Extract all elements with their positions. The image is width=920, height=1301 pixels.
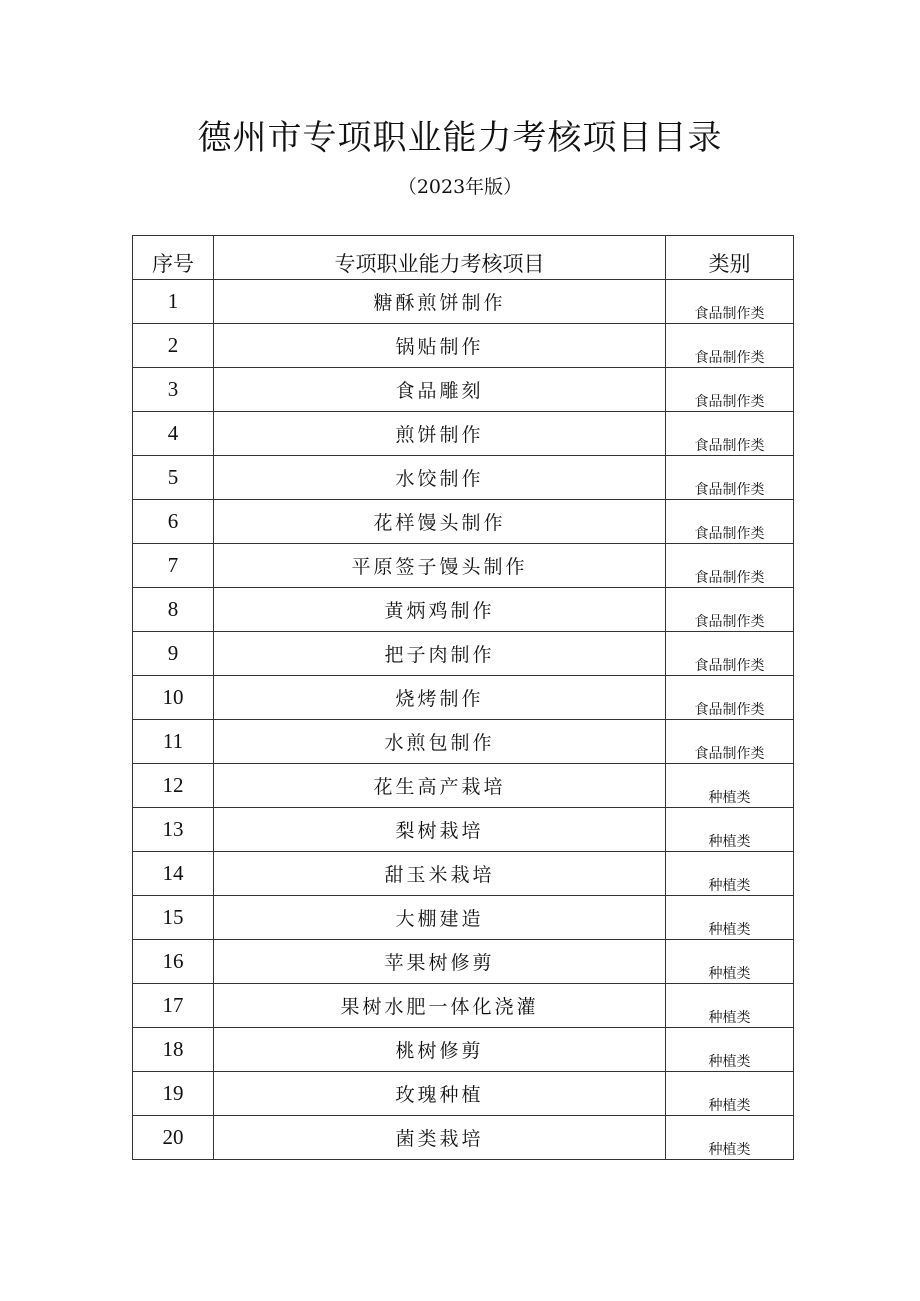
row-category: 食品制作类 bbox=[666, 544, 794, 588]
table-row bbox=[133, 940, 794, 984]
row-category: 种植类 bbox=[666, 808, 794, 852]
header-item: 专项职业能力考核项目 bbox=[214, 236, 666, 280]
row-seq: 16 bbox=[133, 940, 214, 984]
table-row bbox=[133, 632, 794, 676]
row-seq: 12 bbox=[133, 764, 214, 808]
table-row bbox=[133, 544, 794, 588]
row-item: 甜玉米栽培 bbox=[214, 852, 666, 896]
table-row bbox=[133, 412, 794, 456]
row-item: 玫瑰种植 bbox=[214, 1072, 666, 1116]
row-category: 食品制作类 bbox=[666, 368, 794, 412]
row-item: 黄炳鸡制作 bbox=[214, 588, 666, 632]
row-item: 大棚建造 bbox=[214, 896, 666, 940]
row-seq: 10 bbox=[133, 676, 214, 720]
page-title: 德州市专项职业能力考核项目目录 bbox=[197, 118, 723, 158]
table-row bbox=[133, 456, 794, 500]
row-seq: 19 bbox=[133, 1072, 214, 1116]
project-catalog-table bbox=[132, 235, 794, 1160]
row-category: 食品制作类 bbox=[666, 456, 794, 500]
table-row bbox=[133, 1116, 794, 1160]
row-item: 水饺制作 bbox=[214, 456, 666, 500]
row-seq: 4 bbox=[133, 412, 214, 456]
row-category: 种植类 bbox=[666, 852, 794, 896]
row-seq: 11 bbox=[133, 720, 214, 764]
row-category: 食品制作类 bbox=[666, 676, 794, 720]
row-category: 食品制作类 bbox=[666, 588, 794, 632]
row-item: 花样馒头制作 bbox=[214, 500, 666, 544]
row-seq: 17 bbox=[133, 984, 214, 1028]
row-seq: 15 bbox=[133, 896, 214, 940]
row-category: 种植类 bbox=[666, 1072, 794, 1116]
row-seq: 14 bbox=[133, 852, 214, 896]
row-item: 桃树修剪 bbox=[214, 1028, 666, 1072]
row-category: 种植类 bbox=[666, 764, 794, 808]
row-category: 种植类 bbox=[666, 1028, 794, 1072]
row-category: 食品制作类 bbox=[666, 412, 794, 456]
row-item: 锅贴制作 bbox=[214, 324, 666, 368]
row-seq: 1 bbox=[133, 280, 214, 324]
page-subtitle: （2023年版） bbox=[397, 176, 523, 198]
table-row bbox=[133, 1028, 794, 1072]
row-seq: 8 bbox=[133, 588, 214, 632]
row-seq: 6 bbox=[133, 500, 214, 544]
row-seq: 5 bbox=[133, 456, 214, 500]
header-seq: 序号 bbox=[133, 236, 214, 280]
table-row bbox=[133, 324, 794, 368]
table-row bbox=[133, 500, 794, 544]
table-row bbox=[133, 852, 794, 896]
row-item: 糖酥煎饼制作 bbox=[214, 280, 666, 324]
row-category: 种植类 bbox=[666, 896, 794, 940]
row-category: 食品制作类 bbox=[666, 720, 794, 764]
row-category: 食品制作类 bbox=[666, 632, 794, 676]
row-category: 食品制作类 bbox=[666, 280, 794, 324]
table-row bbox=[133, 1072, 794, 1116]
row-seq: 7 bbox=[133, 544, 214, 588]
table-row bbox=[133, 588, 794, 632]
row-seq: 20 bbox=[133, 1116, 214, 1160]
row-seq: 3 bbox=[133, 368, 214, 412]
table-row bbox=[133, 280, 794, 324]
row-item: 食品雕刻 bbox=[214, 368, 666, 412]
table-row bbox=[133, 368, 794, 412]
row-item: 烧烤制作 bbox=[214, 676, 666, 720]
row-category: 食品制作类 bbox=[666, 324, 794, 368]
header-category: 类别 bbox=[666, 236, 794, 280]
row-item: 苹果树修剪 bbox=[214, 940, 666, 984]
table-row bbox=[133, 984, 794, 1028]
row-seq: 2 bbox=[133, 324, 214, 368]
row-item: 煎饼制作 bbox=[214, 412, 666, 456]
table-row bbox=[133, 764, 794, 808]
row-category: 食品制作类 bbox=[666, 500, 794, 544]
row-seq: 18 bbox=[133, 1028, 214, 1072]
row-item: 平原签子馒头制作 bbox=[214, 544, 666, 588]
row-item: 梨树栽培 bbox=[214, 808, 666, 852]
row-seq: 9 bbox=[133, 632, 214, 676]
row-seq: 13 bbox=[133, 808, 214, 852]
table-row bbox=[133, 808, 794, 852]
row-item: 花生高产栽培 bbox=[214, 764, 666, 808]
row-category: 种植类 bbox=[666, 940, 794, 984]
row-item: 果树水肥一体化浇灌 bbox=[214, 984, 666, 1028]
table-row bbox=[133, 896, 794, 940]
row-item: 水煎包制作 bbox=[214, 720, 666, 764]
row-item: 菌类栽培 bbox=[214, 1116, 666, 1160]
row-category: 种植类 bbox=[666, 984, 794, 1028]
table-row bbox=[133, 720, 794, 764]
table-header-row bbox=[133, 236, 794, 280]
row-item: 把子肉制作 bbox=[214, 632, 666, 676]
table-row bbox=[133, 676, 794, 720]
row-category: 种植类 bbox=[666, 1116, 794, 1160]
